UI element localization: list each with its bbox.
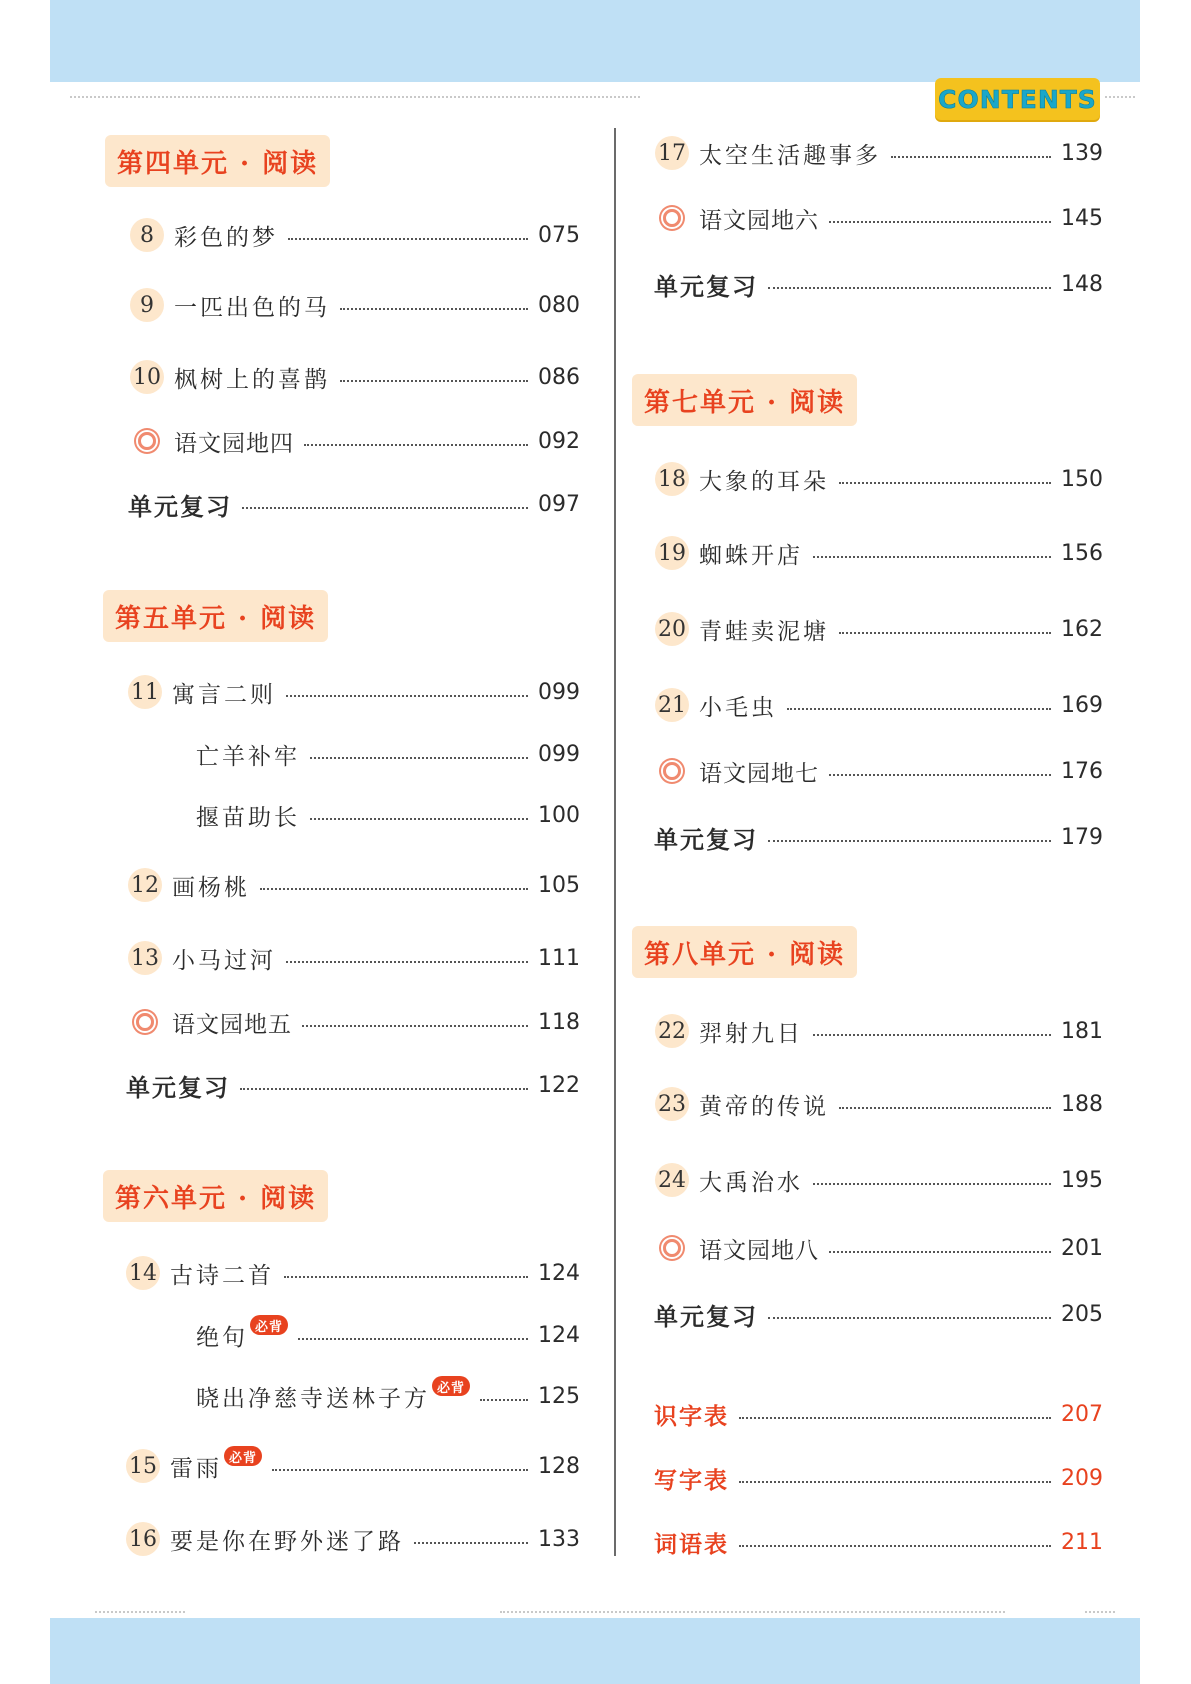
- section-heading-unit5: 第五单元 · 阅读: [103, 590, 328, 642]
- lesson-number: 22: [655, 1014, 689, 1048]
- page-number: 122: [538, 1072, 580, 1098]
- entry-title: 语文园地四: [174, 430, 294, 457]
- appendix-entry[interactable]: [654, 1458, 1103, 1498]
- dot-leader: [286, 695, 528, 697]
- dot-leader: [739, 1481, 1051, 1483]
- entry-title: 枫树上的喜鹊: [174, 366, 330, 393]
- double-ring-icon: [128, 1005, 162, 1039]
- dot-leader: [284, 1276, 528, 1278]
- page-number: 201: [1061, 1235, 1103, 1261]
- dot-leader: [302, 1025, 528, 1027]
- entry-title: 单元复习: [128, 492, 232, 521]
- dot-leader: [414, 1542, 528, 1544]
- toc-entry[interactable]: [655, 533, 1103, 573]
- entry-title: 要是你在野外迷了路: [170, 1528, 404, 1555]
- bottom-band: [50, 1618, 1140, 1684]
- page-number: 148: [1061, 271, 1103, 297]
- column-divider: [614, 128, 616, 1556]
- page-number: 139: [1061, 140, 1103, 166]
- page-number: 124: [538, 1322, 580, 1348]
- dot-leader: [739, 1417, 1051, 1419]
- dot-leader: [768, 1317, 1051, 1319]
- entry-title: 小马过河: [172, 947, 276, 974]
- toc-entry[interactable]: [655, 1084, 1103, 1124]
- entry-title: 单元复习: [654, 825, 758, 854]
- dot-leader: [829, 774, 1051, 776]
- lesson-number: 14: [126, 1256, 160, 1290]
- entry-title: 太空生活趣事多: [699, 142, 881, 169]
- entry-title: 揠苗助长: [196, 804, 300, 831]
- toc-entry[interactable]: [130, 285, 580, 325]
- dot-leader: [340, 380, 528, 382]
- entry-title: 亡羊补牢: [196, 743, 300, 770]
- lesson-number: 17: [655, 136, 689, 170]
- section-heading-unit8: 第八单元 · 阅读: [632, 926, 857, 978]
- lesson-number: 11: [128, 675, 162, 709]
- page-number: 205: [1061, 1301, 1103, 1327]
- entry-title: 大禹治水: [699, 1169, 803, 1196]
- toc-entry[interactable]: [196, 1376, 580, 1416]
- dot-leader: [288, 238, 528, 240]
- lesson-number: 21: [655, 688, 689, 722]
- toc-entry[interactable]: [128, 484, 580, 524]
- lesson-number: 18: [655, 462, 689, 496]
- entry-title: 青蛙卖泥塘: [699, 618, 829, 645]
- dot-leader: [310, 757, 528, 759]
- entry-title: 语文园地六: [699, 207, 819, 234]
- page-number: 097: [538, 491, 580, 517]
- lesson-number: 15: [126, 1449, 160, 1483]
- dot-leader: [304, 444, 528, 446]
- lesson-number: 19: [655, 536, 689, 570]
- toc-entry[interactable]: [655, 198, 1103, 238]
- dot-leader: [813, 556, 1051, 558]
- appendix-entry[interactable]: [654, 1522, 1103, 1562]
- section-heading-unit6: 第六单元 · 阅读: [103, 1170, 328, 1222]
- toc-entry[interactable]: [128, 1002, 580, 1042]
- page-number: 086: [538, 364, 580, 390]
- entry-title: 古诗二首: [170, 1262, 274, 1289]
- page-number: 156: [1061, 540, 1103, 566]
- toc-entry[interactable]: [130, 421, 580, 461]
- must-memorize-badge: 必背: [432, 1376, 470, 1396]
- entry-title: 识字表: [654, 1403, 729, 1430]
- top-dotted-rule: [70, 96, 640, 98]
- page-number: 195: [1061, 1167, 1103, 1193]
- dot-leader: [340, 308, 528, 310]
- page-number: 211: [1061, 1529, 1103, 1555]
- dot-leader: [787, 708, 1051, 710]
- entry-title: 彩色的梦: [174, 224, 278, 251]
- dot-leader: [829, 221, 1051, 223]
- entry-title: 羿射九日: [699, 1020, 803, 1047]
- toc-entry[interactable]: [655, 133, 1103, 173]
- dot-leader: [839, 1107, 1051, 1109]
- toc-entry[interactable]: [655, 459, 1103, 499]
- appendix-entry[interactable]: [654, 1394, 1103, 1434]
- entry-title: 寓言二则: [172, 681, 276, 708]
- lesson-number: 20: [655, 612, 689, 646]
- dot-leader: [839, 632, 1051, 634]
- lesson-number: 8: [130, 218, 164, 252]
- entry-title: 单元复习: [126, 1073, 230, 1102]
- toc-entry[interactable]: [128, 938, 580, 978]
- dot-leader: [739, 1545, 1051, 1547]
- page-number: 099: [538, 679, 580, 705]
- page-number: 179: [1061, 824, 1103, 850]
- page-number: 181: [1061, 1018, 1103, 1044]
- dot-leader: [813, 1034, 1051, 1036]
- dot-leader: [286, 961, 528, 963]
- bottom-dotted-rule-left: [95, 1611, 185, 1613]
- page-number: 075: [538, 222, 580, 248]
- entry-title: 语文园地五: [172, 1011, 292, 1038]
- page-number: 118: [538, 1009, 580, 1035]
- dot-leader: [310, 818, 528, 820]
- toc-entry[interactable]: [126, 1446, 580, 1486]
- toc-entry[interactable]: [655, 751, 1103, 791]
- page-number: 128: [538, 1453, 580, 1479]
- lesson-number: 12: [128, 868, 162, 902]
- must-memorize-badge: 必背: [250, 1315, 288, 1335]
- double-ring-icon: [655, 201, 689, 235]
- top-dotted-rule-right: [1105, 96, 1135, 98]
- entry-title: 语文园地七: [699, 760, 819, 787]
- entry-title: 语文园地八: [699, 1237, 819, 1264]
- toc-entry[interactable]: [654, 1294, 1103, 1334]
- lesson-number: 23: [655, 1087, 689, 1121]
- dot-leader: [272, 1469, 528, 1471]
- must-memorize-badge: 必背: [224, 1446, 262, 1466]
- page-number: 133: [538, 1526, 580, 1552]
- page-number: 100: [538, 802, 580, 828]
- entry-title: 蜘蛛开店: [699, 542, 803, 569]
- lesson-number: 10: [130, 360, 164, 394]
- page-number: 125: [538, 1383, 580, 1409]
- entry-title: 写字表: [654, 1467, 729, 1494]
- lesson-number: 24: [655, 1163, 689, 1197]
- dot-leader: [839, 482, 1051, 484]
- entry-title: 小毛虫: [699, 694, 777, 721]
- dot-leader: [242, 507, 528, 509]
- toc-entry[interactable]: [655, 685, 1103, 725]
- dot-leader: [240, 1088, 528, 1090]
- page-number: 111: [538, 945, 580, 971]
- toc-entry[interactable]: [655, 1011, 1103, 1051]
- bottom-dotted-rule: [500, 1611, 1005, 1613]
- toc-entry[interactable]: [128, 672, 580, 712]
- page-number: 099: [538, 741, 580, 767]
- toc-entry[interactable]: [126, 1065, 580, 1105]
- dot-leader: [768, 287, 1051, 289]
- toc-entry[interactable]: [128, 865, 580, 905]
- bottom-dotted-rule-right: [1085, 1611, 1115, 1613]
- page-number: 209: [1061, 1465, 1103, 1491]
- toc-entry[interactable]: [654, 264, 1103, 304]
- toc-entry[interactable]: [196, 734, 580, 774]
- toc-entry[interactable]: [655, 1160, 1103, 1200]
- toc-entry[interactable]: [655, 1228, 1103, 1268]
- entry-title: 单元复习: [654, 272, 758, 301]
- page-number: 150: [1061, 466, 1103, 492]
- page-number: 145: [1061, 205, 1103, 231]
- entry-title: 词语表: [654, 1531, 729, 1558]
- toc-entry[interactable]: [655, 609, 1103, 649]
- toc-entry[interactable]: [130, 215, 580, 255]
- dot-leader: [298, 1338, 528, 1340]
- entry-title: 雷雨: [170, 1455, 222, 1482]
- entry-title: 绝句: [196, 1324, 248, 1351]
- toc-entry[interactable]: [126, 1519, 580, 1559]
- toc-entry[interactable]: [196, 795, 580, 835]
- toc-entry[interactable]: [130, 357, 580, 397]
- page-number: 105: [538, 872, 580, 898]
- page-number: 124: [538, 1260, 580, 1286]
- entry-title: 大象的耳朵: [699, 468, 829, 495]
- dot-leader: [813, 1183, 1051, 1185]
- entry-title: 单元复习: [654, 1302, 758, 1331]
- dot-leader: [260, 888, 528, 890]
- toc-entry[interactable]: [654, 817, 1103, 857]
- page-number: 169: [1061, 692, 1103, 718]
- dot-leader: [891, 156, 1051, 158]
- toc-entry[interactable]: [196, 1315, 580, 1355]
- page-number: 162: [1061, 616, 1103, 642]
- double-ring-icon: [655, 754, 689, 788]
- dot-leader: [480, 1399, 528, 1401]
- dot-leader: [768, 840, 1051, 842]
- toc-entry[interactable]: [126, 1253, 580, 1293]
- double-ring-icon: [655, 1231, 689, 1265]
- page-number: 080: [538, 292, 580, 318]
- page-number: 207: [1061, 1401, 1103, 1427]
- lesson-number: 9: [130, 288, 164, 322]
- entry-title: 画杨桃: [172, 874, 250, 901]
- contents-badge: CONTENTS: [935, 78, 1100, 120]
- section-heading-unit7: 第七单元 · 阅读: [632, 374, 857, 426]
- section-heading-unit4: 第四单元 · 阅读: [105, 135, 330, 187]
- top-band: [50, 0, 1140, 82]
- lesson-number: 13: [128, 941, 162, 975]
- double-ring-icon: [130, 424, 164, 458]
- entry-title: 黄帝的传说: [699, 1093, 829, 1120]
- dot-leader: [829, 1251, 1051, 1253]
- lesson-number: 16: [126, 1522, 160, 1556]
- page-number: 188: [1061, 1091, 1103, 1117]
- page-number: 092: [538, 428, 580, 454]
- page-number: 176: [1061, 758, 1103, 784]
- entry-title: 晓出净慈寺送林子方: [196, 1385, 430, 1412]
- entry-title: 一匹出色的马: [174, 294, 330, 321]
